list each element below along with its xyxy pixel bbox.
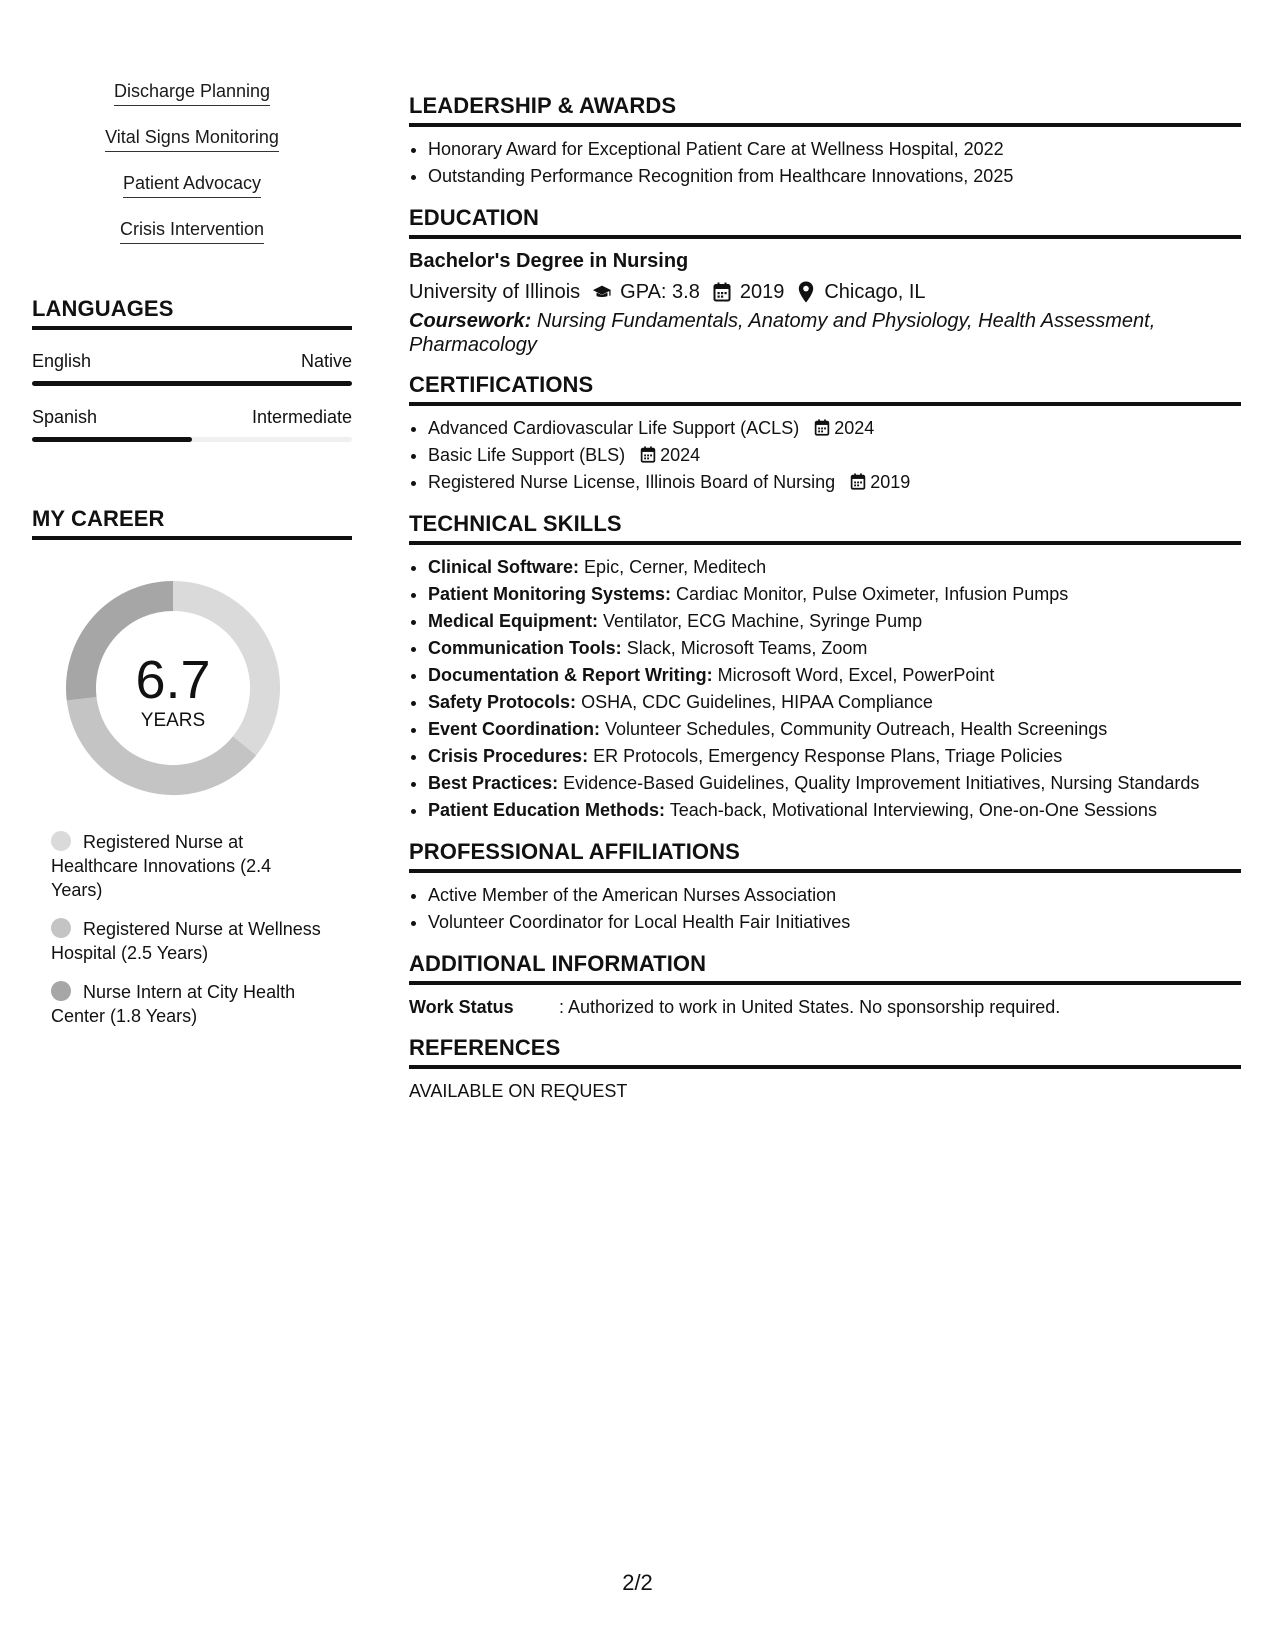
career-section — [32, 506, 352, 1028]
skill-value: ER Protocols, Emergency Response Plans, Triage Policies — [593, 746, 1063, 766]
list-item — [428, 608, 1241, 635]
calendar-icon — [814, 419, 830, 436]
skill-value: Volunteer Schedules, Community Outreach, Health Screenings — [605, 719, 1108, 739]
legend-dot — [51, 831, 71, 851]
skill-tag: Vital Signs Monitoring — [105, 126, 279, 152]
skill-label: Best Practices: — [428, 773, 559, 793]
language-bar — [32, 381, 352, 386]
legend-item — [51, 830, 321, 902]
list-item — [428, 442, 1241, 469]
calendar-icon — [712, 282, 732, 302]
certifications-section — [409, 372, 1241, 496]
additional-info-section — [409, 951, 1241, 1020]
skill-value: OSHA, CDC Guidelines, HIPAA Compliance — [581, 692, 933, 712]
list-item — [428, 716, 1241, 743]
work-status-row — [409, 994, 1241, 1020]
skill-label: Patient Education Methods: — [428, 800, 666, 820]
section-title: EDUCATION — [409, 205, 1241, 239]
list-item: • Active Member of the American Nurses Association — [428, 882, 1241, 909]
section-title: TECHNICAL SKILLS — [409, 511, 1241, 545]
legend-item — [51, 980, 321, 1028]
language-name: Spanish — [32, 407, 98, 427]
skill-value: Cardiac Monitor, Pulse Oximeter, Infusion Pumps — [676, 584, 1069, 604]
certification-name: Basic Life Support (BLS) — [428, 445, 626, 465]
list-item — [428, 415, 1241, 442]
section-title: PROFESSIONAL AFFILIATIONS — [409, 839, 1241, 873]
list-item: • Volunteer Coordinator for Local Health Fair Initiatives — [428, 909, 1241, 936]
education-section — [409, 205, 1241, 357]
skill-label: Patient Monitoring Systems: — [428, 584, 672, 604]
certification-name: Registered Nurse License, Illinois Board of Nursing — [428, 472, 836, 492]
language-row — [32, 350, 352, 386]
skill-label: Medical Equipment: — [428, 611, 599, 631]
list-item — [428, 469, 1241, 496]
legend-item — [51, 917, 321, 965]
legend-label: Registered Nurse at Wellness Hospital (2.5 Years) — [51, 919, 321, 963]
language-level: Native — [300, 351, 352, 371]
leadership-section — [409, 93, 1241, 190]
legend-dot — [51, 918, 71, 938]
skill-tag: Patient Advocacy — [123, 172, 261, 198]
list-item — [428, 689, 1241, 716]
section-title: MY CAREER — [32, 506, 352, 540]
career-unit: YEARS — [140, 710, 206, 731]
certification-year: 2019 — [870, 472, 911, 492]
list-item — [428, 662, 1241, 689]
section-title: ADDITIONAL INFORMATION — [409, 951, 1241, 985]
skill-tags — [32, 80, 352, 264]
location-pin-icon — [796, 282, 816, 302]
coursework-list: Nursing Fundamentals, Anatomy and Physiology, Health Assessment, Pharmacology — [409, 310, 1156, 356]
career-donut-chart — [65, 580, 281, 796]
work-status-label: Work Status — [409, 997, 514, 1017]
skill-value: Slack, Microsoft Teams, Zoom — [626, 638, 868, 658]
list-item — [428, 797, 1241, 824]
section-title: LANGUAGES — [32, 296, 352, 330]
skill-label: Documentation & Report Writing: — [428, 665, 713, 685]
skill-tag: Crisis Intervention — [120, 218, 264, 244]
skill-value: Evidence-Based Guidelines, Quality Improvement Initiatives, Nursing Standards — [563, 773, 1200, 793]
languages-section — [32, 296, 352, 442]
certification-year: 2024 — [660, 445, 701, 465]
career-total: 6.7 — [135, 650, 211, 710]
list-item — [428, 554, 1241, 581]
right-column — [409, 93, 1241, 1119]
skill-label: Communication Tools: — [428, 638, 622, 658]
career-legend — [32, 830, 352, 1028]
skill-value: Microsoft Word, Excel, PowerPoint — [717, 665, 995, 685]
school-location: Chicago, IL — [824, 281, 926, 303]
degree: Bachelor's Degree in Nursing — [409, 250, 689, 272]
list-item — [428, 635, 1241, 662]
section-title: LEADERSHIP & AWARDS — [409, 93, 1241, 127]
calendar-icon — [850, 473, 866, 490]
skill-value: Ventilator, ECG Machine, Syringe Pump — [603, 611, 923, 631]
skill-tag: Discharge Planning — [114, 80, 270, 106]
certification-year: 2024 — [834, 418, 875, 438]
language-name: English — [32, 351, 92, 371]
work-status-value: : Authorized to work in United States. No sponsorship required. — [559, 997, 1061, 1017]
legend-dot — [51, 981, 71, 1001]
coursework — [409, 309, 1241, 357]
list-item: • Honorary Award for Exceptional Patient Care at Wellness Hospital, 2022 — [428, 136, 1241, 163]
skill-value: Epic, Cerner, Meditech — [584, 557, 767, 577]
legend-label: Nurse Intern at City Health Center (1.8 Years) — [51, 982, 296, 1026]
list-item — [428, 770, 1241, 797]
certification-name: Advanced Cardiovascular Life Support (ACLS) — [428, 418, 800, 438]
legend-label: Registered Nurse at Healthcare Innovations (2.4 Years) — [51, 832, 272, 900]
graduation-year: 2019 — [739, 281, 785, 303]
skill-label: Safety Protocols: — [428, 692, 577, 712]
skill-value: Teach-back, Motivational Interviewing, One-on-One Sessions — [669, 800, 1157, 820]
language-bar-fill — [32, 437, 192, 442]
references-section — [409, 1035, 1241, 1104]
graduation-cap-icon — [592, 282, 612, 302]
language-row — [32, 406, 352, 442]
list-item: • Outstanding Performance Recognition from Healthcare Innovations, 2025 — [428, 163, 1241, 190]
page-number: 2/2 — [622, 1570, 653, 1595]
section-title: REFERENCES — [409, 1035, 1241, 1069]
list-item — [428, 743, 1241, 770]
coursework-label: Coursework: — [409, 310, 532, 332]
left-column — [32, 80, 352, 1043]
affiliations-section — [409, 839, 1241, 936]
skill-label: Clinical Software: — [428, 557, 580, 577]
calendar-icon — [640, 446, 656, 463]
list-item — [428, 581, 1241, 608]
school-name: University of Illinois — [409, 281, 581, 303]
education-meta — [409, 277, 1241, 307]
language-bar-fill — [32, 381, 352, 386]
references-text: AVAILABLE ON REQUEST — [409, 1081, 628, 1101]
language-level: Intermediate — [251, 407, 352, 427]
skill-label: Crisis Procedures: — [428, 746, 589, 766]
section-title: CERTIFICATIONS — [409, 372, 1241, 406]
technical-skills-section — [409, 511, 1241, 824]
gpa: GPA: 3.8 — [620, 281, 700, 303]
skill-label: Event Coordination: — [428, 719, 600, 739]
language-bar — [32, 437, 352, 442]
